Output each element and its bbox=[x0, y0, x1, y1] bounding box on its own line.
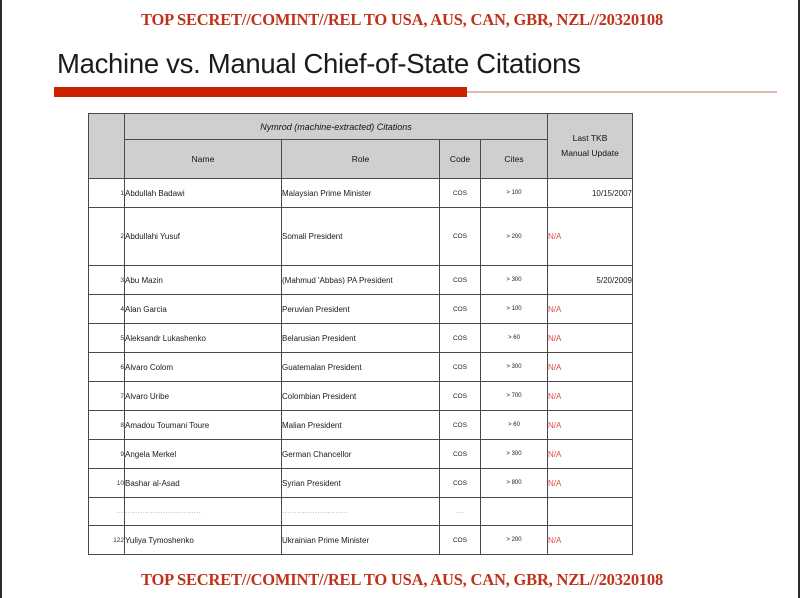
ellipsis-role-text: .......................... bbox=[282, 508, 349, 515]
row-cites: > 100 bbox=[481, 295, 548, 324]
row-index: 9 bbox=[89, 440, 125, 469]
row-last-update bbox=[548, 440, 633, 469]
row-code: COS bbox=[440, 526, 481, 555]
row-role: Malian President bbox=[282, 411, 440, 440]
row-last-update bbox=[548, 266, 633, 295]
table-row[interactable] bbox=[89, 295, 633, 324]
row-code: COS bbox=[440, 208, 481, 266]
update-na-badge: N/A bbox=[548, 535, 562, 545]
row-role: Ukrainian Prime Minister bbox=[282, 526, 440, 555]
ellipsis-cites bbox=[481, 498, 548, 526]
row-cites: > 200 bbox=[481, 208, 548, 266]
row-last-update bbox=[548, 295, 633, 324]
table-row[interactable] bbox=[89, 179, 633, 208]
header-nymrod-group: Nymrod (machine-extracted) Citations bbox=[125, 114, 548, 140]
header-name: Name bbox=[125, 140, 282, 179]
row-code: COS bbox=[440, 266, 481, 295]
row-last-update bbox=[548, 411, 633, 440]
ellipsis-role bbox=[282, 498, 440, 526]
table-row[interactable] bbox=[89, 469, 633, 498]
row-index: 122 bbox=[89, 526, 125, 555]
row-index: 1 bbox=[89, 179, 125, 208]
header-code: Code bbox=[440, 140, 481, 179]
row-last-update bbox=[548, 324, 633, 353]
row-cites: > 100 bbox=[481, 179, 548, 208]
header-cites: Cites bbox=[481, 140, 548, 179]
update-na-badge: N/A bbox=[548, 449, 562, 459]
table-row[interactable] bbox=[89, 411, 633, 440]
ellipsis-name-text: .............................. bbox=[125, 508, 202, 515]
row-name: Alan Garcia bbox=[125, 295, 282, 324]
row-index: 8 bbox=[89, 411, 125, 440]
title-underline-accent bbox=[54, 87, 467, 97]
update-date: 10/15/2007 bbox=[591, 188, 632, 198]
row-code: COS bbox=[440, 324, 481, 353]
row-role: Peruvian President bbox=[282, 295, 440, 324]
ellipsis-code bbox=[440, 498, 481, 526]
update-na-badge: N/A bbox=[548, 362, 562, 372]
row-code: COS bbox=[440, 179, 481, 208]
ellipsis-code-text: ... bbox=[456, 508, 464, 515]
classification-banner-top: TOP SECRET//COMINT//REL TO USA, AUS, CAN, GBR, NZL//20320108 bbox=[140, 10, 664, 29]
row-name: Abdullahi Yusuf bbox=[125, 208, 282, 266]
row-name: Alvaro Colom bbox=[125, 353, 282, 382]
row-index: 4 bbox=[89, 295, 125, 324]
header-last-tkb-manual-update bbox=[548, 114, 633, 179]
row-name: Bashar al-Asad bbox=[125, 469, 282, 498]
row-cites: > 60 bbox=[481, 324, 548, 353]
row-name: Alvaro Uribe bbox=[125, 382, 282, 411]
row-index: 7 bbox=[89, 382, 125, 411]
row-cites: > 300 bbox=[481, 353, 548, 382]
row-last-update bbox=[548, 469, 633, 498]
row-name: Aleksandr Lukashenko bbox=[125, 324, 282, 353]
citations-table-body bbox=[89, 179, 633, 555]
row-role: Syrian President bbox=[282, 469, 440, 498]
citations-table bbox=[88, 113, 633, 555]
ellipsis-last-update bbox=[548, 498, 633, 526]
row-index: 2 bbox=[89, 208, 125, 266]
update-na-badge: N/A bbox=[548, 232, 562, 241]
row-code: COS bbox=[440, 440, 481, 469]
row-last-update bbox=[548, 382, 633, 411]
row-last-update bbox=[548, 208, 633, 266]
row-name: Amadou Toumani Toure bbox=[125, 411, 282, 440]
header-index-corner bbox=[89, 114, 125, 179]
classification-banner-bottom: TOP SECRET//COMINT//REL TO USA, AUS, CAN, GBR, NZL//20320108 bbox=[140, 570, 664, 589]
row-code: COS bbox=[440, 411, 481, 440]
row-index: 3 bbox=[89, 266, 125, 295]
row-last-update bbox=[548, 179, 633, 208]
table-row[interactable] bbox=[89, 266, 633, 295]
row-index: 10 bbox=[89, 469, 125, 498]
row-cites: > 300 bbox=[481, 266, 548, 295]
header-last-tkb-line1: Last TKB bbox=[572, 133, 608, 144]
row-name: Angela Merkel bbox=[125, 440, 282, 469]
table-row[interactable] bbox=[89, 353, 633, 382]
header-last-tkb-line2: Manual Update bbox=[561, 148, 619, 158]
row-name: Abdullah Badawi bbox=[125, 179, 282, 208]
row-cites: > 700 bbox=[481, 382, 548, 411]
row-cites: > 300 bbox=[481, 440, 548, 469]
row-role: Colombian President bbox=[282, 382, 440, 411]
table-row[interactable] bbox=[89, 440, 633, 469]
row-cites: > 800 bbox=[481, 469, 548, 498]
row-role: German Chancellor bbox=[282, 440, 440, 469]
table-row[interactable] bbox=[89, 324, 633, 353]
update-na-badge: N/A bbox=[548, 478, 562, 488]
table-row[interactable] bbox=[89, 382, 633, 411]
row-role: Belarusian President bbox=[282, 324, 440, 353]
row-cites: > 60 bbox=[481, 411, 548, 440]
table-ellipsis-row bbox=[89, 498, 633, 526]
ellipsis-name bbox=[125, 498, 282, 526]
row-last-update bbox=[548, 526, 633, 555]
update-na-badge: N/A bbox=[548, 304, 562, 314]
row-last-update bbox=[548, 353, 633, 382]
table-row[interactable] bbox=[89, 526, 633, 555]
update-na-badge: N/A bbox=[548, 391, 562, 401]
update-na-badge: N/A bbox=[548, 333, 562, 343]
update-date: 5/20/2009 bbox=[596, 275, 632, 285]
page-title: Machine vs. Manual Chief-of-State Citations bbox=[57, 48, 581, 79]
citations-table-container bbox=[88, 113, 633, 555]
row-role: Guatemalan President bbox=[282, 353, 440, 382]
row-cites: > 200 bbox=[481, 526, 548, 555]
row-index: 5 bbox=[89, 324, 125, 353]
row-role: Malaysian Prime Minister bbox=[282, 179, 440, 208]
table-header-group-row bbox=[89, 114, 633, 140]
row-role: Somali President bbox=[282, 208, 440, 266]
row-name: Abu Mazin bbox=[125, 266, 282, 295]
row-code: COS bbox=[440, 353, 481, 382]
update-na-badge: N/A bbox=[548, 420, 562, 430]
ellipsis-index bbox=[89, 498, 125, 526]
row-code: COS bbox=[440, 469, 481, 498]
header-role: Role bbox=[282, 140, 440, 179]
row-index: 6 bbox=[89, 353, 125, 382]
ellipsis-index-text: ... bbox=[116, 508, 124, 515]
row-code: COS bbox=[440, 295, 481, 324]
table-row[interactable] bbox=[89, 208, 633, 266]
row-code: COS bbox=[440, 382, 481, 411]
row-role: (Mahmud 'Abbas) PA President bbox=[282, 266, 440, 295]
row-name: Yuliya Tymoshenko bbox=[125, 526, 282, 555]
